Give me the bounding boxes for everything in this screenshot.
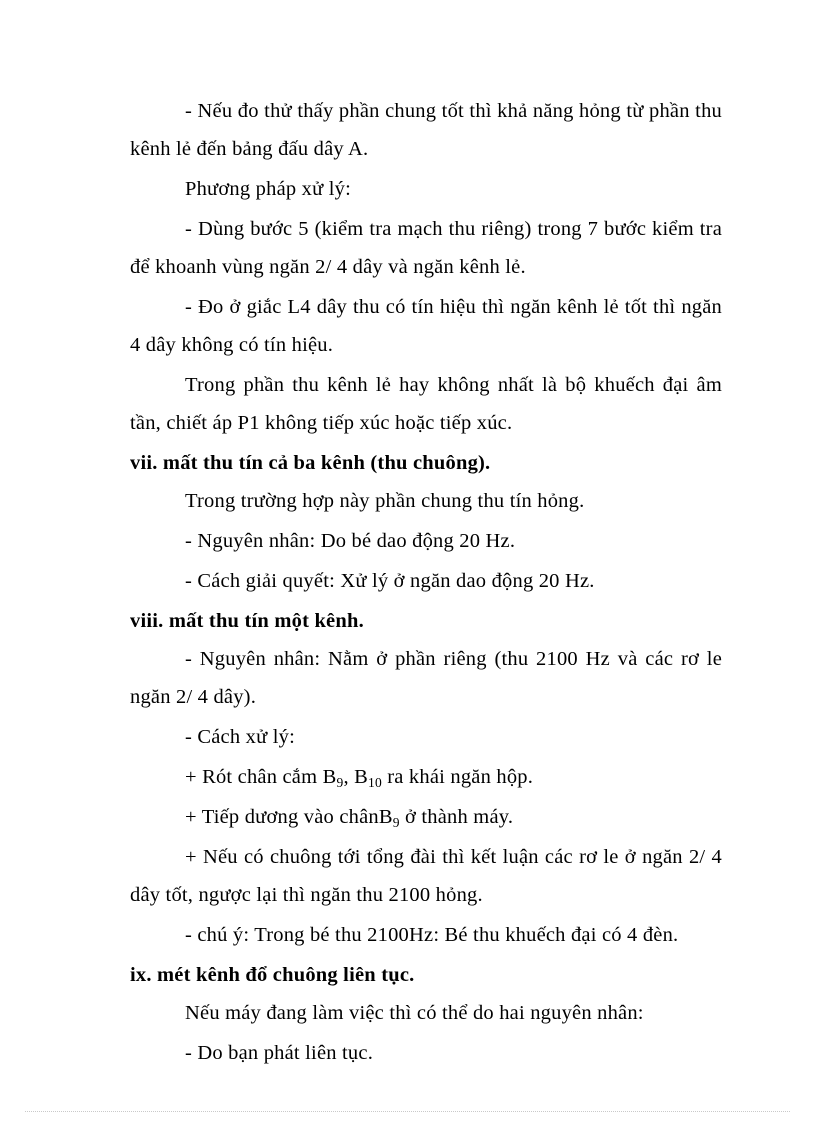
paragraph: Trong phần thu kênh lẻ hay không nhất là bộ khuếch đại âm tần, chiết áp P1 không tiếp xúc hoặc tiếp xúc. <box>130 374 722 434</box>
paragraph-with-subscripts: + Rót chân cắm $B_9$, $B_{10}$ ra khái ngăn hộp. <box>185 766 534 790</box>
paragraph: + Nếu có chuông tới tổng đài thì kết luận các rơ le ở ngăn 2/ 4 dây tốt, ngược lại thì ngăn thu 2100 hỏng. <box>130 846 722 906</box>
paragraph: - Nguyên nhân: Do bé dao động 20 Hz. <box>185 530 516 552</box>
section-heading-vii: vii. mất thu tín cả ba kênh (thu chuông). <box>130 452 491 474</box>
paragraph: - Dùng bước 5 (kiểm tra mạch thu riêng) trong 7 bước kiểm tra để khoanh vùng ngăn 2/ 4 dây và ngăn kênh lẻ. <box>130 218 722 278</box>
paragraph: - chú ý: Trong bé thu 2100Hz: Bé thu khuếch đại có 4 đèn. <box>185 924 679 946</box>
subscript-text: 9 <box>336 774 344 790</box>
paragraph-with-subscripts: + Tiếp dương vào chânB$_9$ ở thành máy. <box>185 806 514 830</box>
paragraph: Trong trường hợp này phần chung thu tín hỏng. <box>185 490 585 512</box>
paragraph: Nếu máy đang làm việc thì có thể do hai nguyên nhân: <box>185 1002 644 1024</box>
paragraph: - Nguyên nhân: Nằm ở phần riêng (thu 2100 Hz và các rơ le ngăn 2/ 4 dây). <box>130 648 722 708</box>
paragraph: Phương pháp xử lý: <box>185 178 352 200</box>
paragraph: - Do bạn phát liên tục. <box>185 1042 374 1064</box>
section-heading-viii: viii. mất thu tín một kênh. <box>130 610 364 632</box>
paragraph: - Đo ở giắc L4 dây thu có tín hiệu thì ngăn kênh lẻ tốt thì ngăn 4 dây không có tín hiệu. <box>130 296 722 356</box>
footer-divider <box>25 1111 790 1112</box>
paragraph: - Nếu đo thử thấy phần chung tốt thì khả năng hỏng từ phần thu kênh lẻ đến bảng đấu dây A. <box>130 100 722 160</box>
document-text-body <box>130 92 722 1074</box>
section-heading-ix: ix. mét kênh đổ chuông liên tục. <box>130 964 415 986</box>
subscript-text: 10 <box>368 774 382 790</box>
subscript-text: 9 <box>392 814 400 830</box>
paragraph: - Cách xử lý: <box>185 726 295 748</box>
paragraph: - Cách giải quyết: Xử lý ở ngăn dao động 20 Hz. <box>185 570 595 592</box>
